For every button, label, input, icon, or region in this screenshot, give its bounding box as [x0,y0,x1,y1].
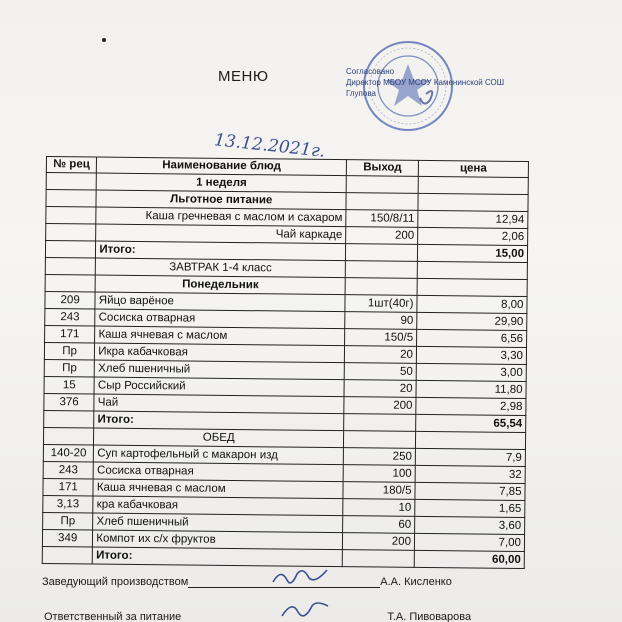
signature-label: Ответственный за питание [44,611,182,622]
portion-cell [344,414,416,432]
dish-name-cell: Каша гречневая с маслом и сахаром [96,207,346,227]
signature-label: Заведующий производством [42,576,189,588]
portion-cell [345,244,417,262]
price-cell: 3,30 [416,346,526,364]
dish-name-cell: Итого: [96,241,346,261]
price-cell: 2,98 [416,397,526,415]
dish-name-cell: Хлеб пшеничный [93,513,343,533]
dish-name-cell: Чай каркаде [96,224,346,244]
dish-name-cell: ЗАВТРАК 1-4 класс [96,258,346,278]
dish-name-cell: Чай [94,394,344,414]
portion-cell: 150/5 [345,329,417,347]
portion-cell: 10 [343,499,415,517]
recipe-number-cell: 349 [42,529,93,547]
approval-line: Глупова [346,89,376,98]
price-cell: 1,65 [415,499,525,517]
portion-cell: 200 [342,533,414,551]
price-cell [417,261,527,279]
recipe-number-cell [45,274,96,292]
recipe-number-cell: 243 [45,308,96,326]
dish-name-cell: 1 неделя [96,173,346,193]
recipe-number-cell: 140-20 [43,444,94,462]
dish-name-cell: Сыр Российский [94,377,344,397]
price-cell: 32 [415,465,525,483]
price-cell: 3,60 [415,516,525,534]
ink-dot [102,38,106,42]
dish-name-cell: Сосиска отварная [93,462,343,482]
portion-cell [345,278,417,296]
recipe-number-cell: 243 [43,461,94,479]
price-cell [418,176,528,194]
portion-cell [346,176,418,194]
portion-cell: 250 [343,448,415,466]
portion-cell: 150/8/11 [346,210,418,228]
approval-block [346,66,556,99]
recipe-number-cell [46,224,97,242]
dish-name-cell: Льготное питание [96,190,346,210]
menu-table [42,156,529,569]
recipe-number-cell: Пр [43,512,94,530]
portion-cell: 180/5 [343,482,415,500]
dish-name-cell: Каша ячневая с маслом [95,326,345,346]
price-cell: 7,00 [414,533,524,551]
dish-name-cell: Понедельник [95,275,345,295]
recipe-number-cell [42,546,93,564]
dish-name-cell: Икра кабачковая [95,343,345,363]
nutrition-signature [44,611,471,622]
dish-name-cell: Каша ячневая с маслом [93,479,343,499]
approval-line: Директор МБОУ МСОУ Каменинской СОШ [346,78,505,87]
price-cell: 65,54 [416,414,526,432]
recipe-number-cell: Пр [44,359,95,377]
recipe-number-cell [45,241,96,259]
page-title: МЕНЮ [218,68,269,85]
recipe-number-cell: 15 [44,376,95,394]
portion-cell [344,431,416,449]
recipe-number-cell: 209 [45,291,96,309]
dish-name-cell: Хлеб пшеничный [95,360,345,380]
portion-cell: 50 [344,363,416,381]
dish-name-cell: Компот их с/х фруктов [93,530,343,550]
dish-name-cell: Итого: [94,411,344,431]
recipe-number-cell [46,207,97,225]
dish-name-cell: Яйцо варёное [95,292,345,312]
recipe-number-cell: 171 [45,325,96,343]
price-cell: 15,00 [417,244,527,262]
column-header: Выход [346,160,418,177]
column-header: Наименование блюд [97,157,347,176]
price-cell: 29,90 [417,312,527,330]
price-cell [418,193,528,211]
price-cell [417,278,527,296]
price-cell: 8,00 [417,295,527,313]
signature-name: Т.А. Пивоварова [387,611,472,622]
production-signature [42,576,452,588]
handwritten-date: 13.12.2021г. [213,130,327,162]
recipe-number-cell [44,410,95,428]
portion-cell: 100 [343,465,415,483]
portion-cell [346,193,418,211]
price-cell: 6,56 [417,329,527,347]
portion-cell [345,261,417,279]
dish-name-cell: ОБЕД [94,428,344,448]
portion-cell: 1шт(40г) [345,295,417,313]
signature-name: А.А. Кисленко [380,576,452,588]
price-cell: 2,06 [418,227,528,245]
dish-name-cell: Итого: [93,547,343,567]
menu-table-body [42,173,528,569]
portion-cell: 20 [344,346,416,364]
price-cell: 11,80 [416,380,526,398]
recipe-number-cell: 3,13 [43,495,94,513]
price-cell: 3,00 [416,363,526,381]
recipe-number-cell: 171 [43,478,94,496]
portion-cell: 90 [345,312,417,330]
recipe-number-cell [46,173,97,191]
dish-name-cell: Суп картофельный с макарон изд [94,445,344,465]
price-cell: 60,00 [414,550,524,568]
dish-name-cell: Сосиска отварная [95,309,345,329]
portion-cell: 200 [346,227,418,245]
column-header: № рец [46,157,97,174]
price-cell: 12,94 [418,210,528,228]
portion-cell: 60 [343,516,415,534]
portion-cell: 200 [344,397,416,415]
signature-scribble-icon [268,566,338,588]
approval-line: Согласовано [346,67,395,76]
recipe-number-cell [45,257,96,275]
recipe-number-cell [46,190,97,208]
recipe-number-cell [43,427,94,445]
portion-cell: 20 [344,380,416,398]
recipe-number-cell: 376 [44,393,95,411]
price-cell: 7,85 [415,482,525,500]
recipe-number-cell: Пр [44,342,95,360]
signature-scribble-icon [276,598,336,622]
price-cell: 7,9 [415,448,525,466]
portion-cell [342,550,414,568]
column-header: цена [418,160,528,177]
dish-name-cell: кра кабачковая [93,496,343,516]
price-cell [415,431,525,449]
